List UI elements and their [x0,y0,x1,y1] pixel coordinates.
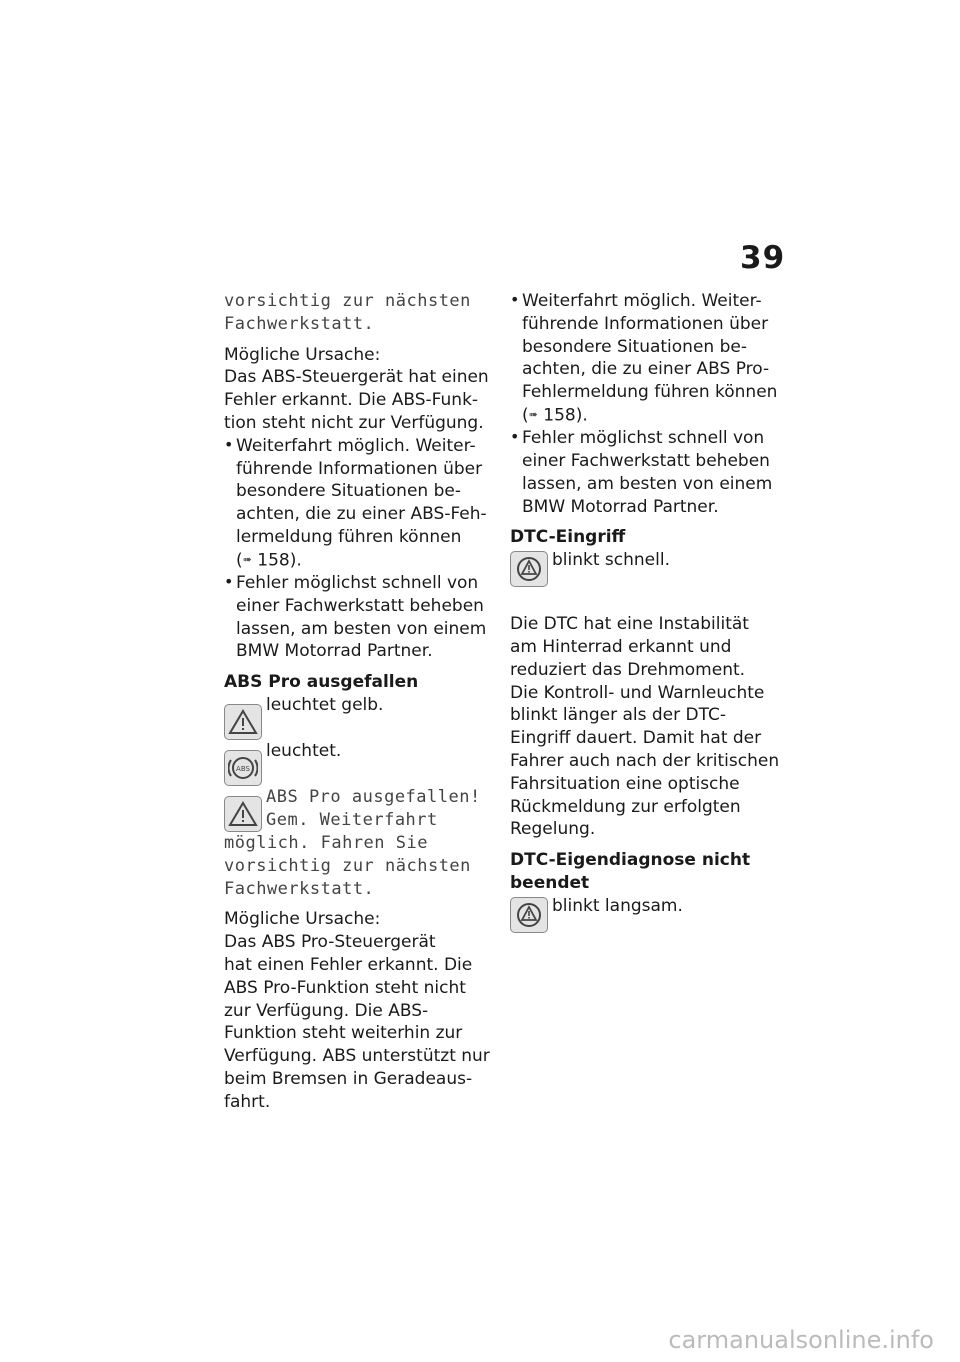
section-heading: DTC-Eigendiagnose nicht [510,850,751,871]
indicator-row [224,740,494,786]
text-line: Fehlermeldung führen können [522,382,778,403]
text-line: achten, die zu einer ABS Pro- [522,359,770,380]
text-line: Regelung. [510,819,596,840]
text-line: zur Verfügung. Die ABS- [224,1000,429,1021]
bullet-item [224,572,494,663]
left-column [224,290,494,1114]
text-line: einer Fachwerkstatt beheben [236,595,484,616]
warning-triangle-icon [224,704,262,740]
indicator-row [224,786,494,832]
text-line: lassen, am besten von einem [236,618,487,639]
display-message-line: vorsichtig zur nächsten [224,855,471,876]
text-line: Verfügung. ABS unterstützt nur [224,1046,490,1067]
right-column [510,290,782,941]
text-line: Das ABS Pro-Steuergerät [224,932,436,953]
text-line: tion steht nicht zur Verfügung. [224,412,484,433]
text-line: Fehler möglichst schnell von [522,428,765,449]
text-line: einer Fachwerkstatt beheben [522,450,770,471]
indicator-text: leuchtet gelb. [266,694,384,715]
text-line: führende Informationen über [236,458,483,479]
text-line: Fahrsituation eine optische [510,773,740,794]
text-line: achten, die zu einer ABS-Feh- [236,504,487,525]
display-message-line: Fachwerkstatt. [224,878,375,899]
section-heading: DTC-Eingriff [510,527,626,548]
cause-label: Mögliche Ursache: [224,344,381,365]
indicator-text: leuchtet. [266,740,342,761]
reference-paren: ( [522,405,529,426]
warning-triangle-icon [224,796,262,832]
page-reference[interactable] [236,549,494,572]
bullet-dot: • [224,571,234,591]
text-line: BMW Motorrad Partner. [236,641,433,662]
text-line: besondere Situationen be- [522,336,747,357]
dtc-warning-icon [510,551,548,587]
text-line: Die DTC hat eine Instabilität [510,614,749,635]
indicator-text: blinkt langsam. [552,895,683,916]
text-line: hat einen Fehler erkannt. Die [224,954,473,975]
text-line: beim Bremsen in Geradeaus- [224,1068,473,1089]
arrow-icon: ➠ [528,407,538,421]
text-line: Weiterfahrt möglich. Weiter- [236,435,476,456]
display-message-line: vorsichtig zur nächsten [224,291,471,311]
page-number: 39 [740,240,786,276]
abs-warning-icon [224,750,262,786]
dtc-warning-icon [510,897,548,933]
text-line: Eingriff dauert. Damit hat der [510,728,762,749]
text-line: lermeldung führen können [236,526,462,547]
text-line: Fehler erkannt. Die ABS-Funk- [224,390,479,411]
text-line: reduziert das Drehmoment. [510,659,746,680]
display-message-line: Gem. Weiterfahrt [266,809,438,830]
text-line: besondere Situationen be- [236,481,461,502]
display-message-line: ABS Pro ausgefallen! [266,786,481,807]
bullet-dot: • [510,427,520,447]
display-message-line: Fachwerkstatt. [224,313,375,334]
bullet-item [510,427,782,518]
text-line: Funktion steht weiterhin zur [224,1023,463,1044]
cause-label: Mögliche Ursache: [224,909,381,930]
abs-icon-label: ABS [236,764,250,773]
text-line: Rückmeldung zur erfolgten [510,796,741,817]
text-line: Fahrer auch nach der kritischen [510,750,780,771]
section-heading: beendet [510,872,590,893]
section-heading: ABS Pro ausgefallen [224,672,419,693]
page-reference[interactable] [522,404,782,427]
text-line: Die Kontroll- und Warnleuchte [510,682,765,703]
text-line: fahrt. [224,1091,271,1112]
text-line: Weiterfahrt möglich. Weiter- [522,291,762,311]
bullet-dot: • [510,290,520,309]
text-line: ABS Pro-Funktion steht nicht [224,977,466,998]
text-line: Das ABS-Steuergerät hat einen [224,367,489,388]
text-line: am Hinterrad erkannt und [510,636,732,657]
text-line: blinkt länger als der DTC- [510,705,727,726]
indicator-text: blinkt schnell. [552,550,670,571]
bullet-dot: • [224,434,234,454]
reference-page: 158). [251,550,302,571]
watermark: carmanualsonline.info [668,1326,934,1354]
indicator-row [510,895,782,941]
text-line: lassen, am besten von einem [522,473,773,494]
bullet-item [224,435,494,572]
text-line: BMW Motorrad Partner. [522,496,719,517]
text-line: Fehler möglichst schnell von [236,572,479,593]
text-line: führende Informationen über [522,313,769,334]
reference-paren: ( [236,550,243,571]
reference-page: 158). [537,405,588,426]
indicator-row [510,549,782,605]
indicator-row [224,694,494,740]
bullet-item [510,290,782,427]
display-message-line: möglich. Fahren Sie [224,832,428,853]
arrow-icon: ➠ [242,552,252,566]
display-message-block [266,786,481,832]
